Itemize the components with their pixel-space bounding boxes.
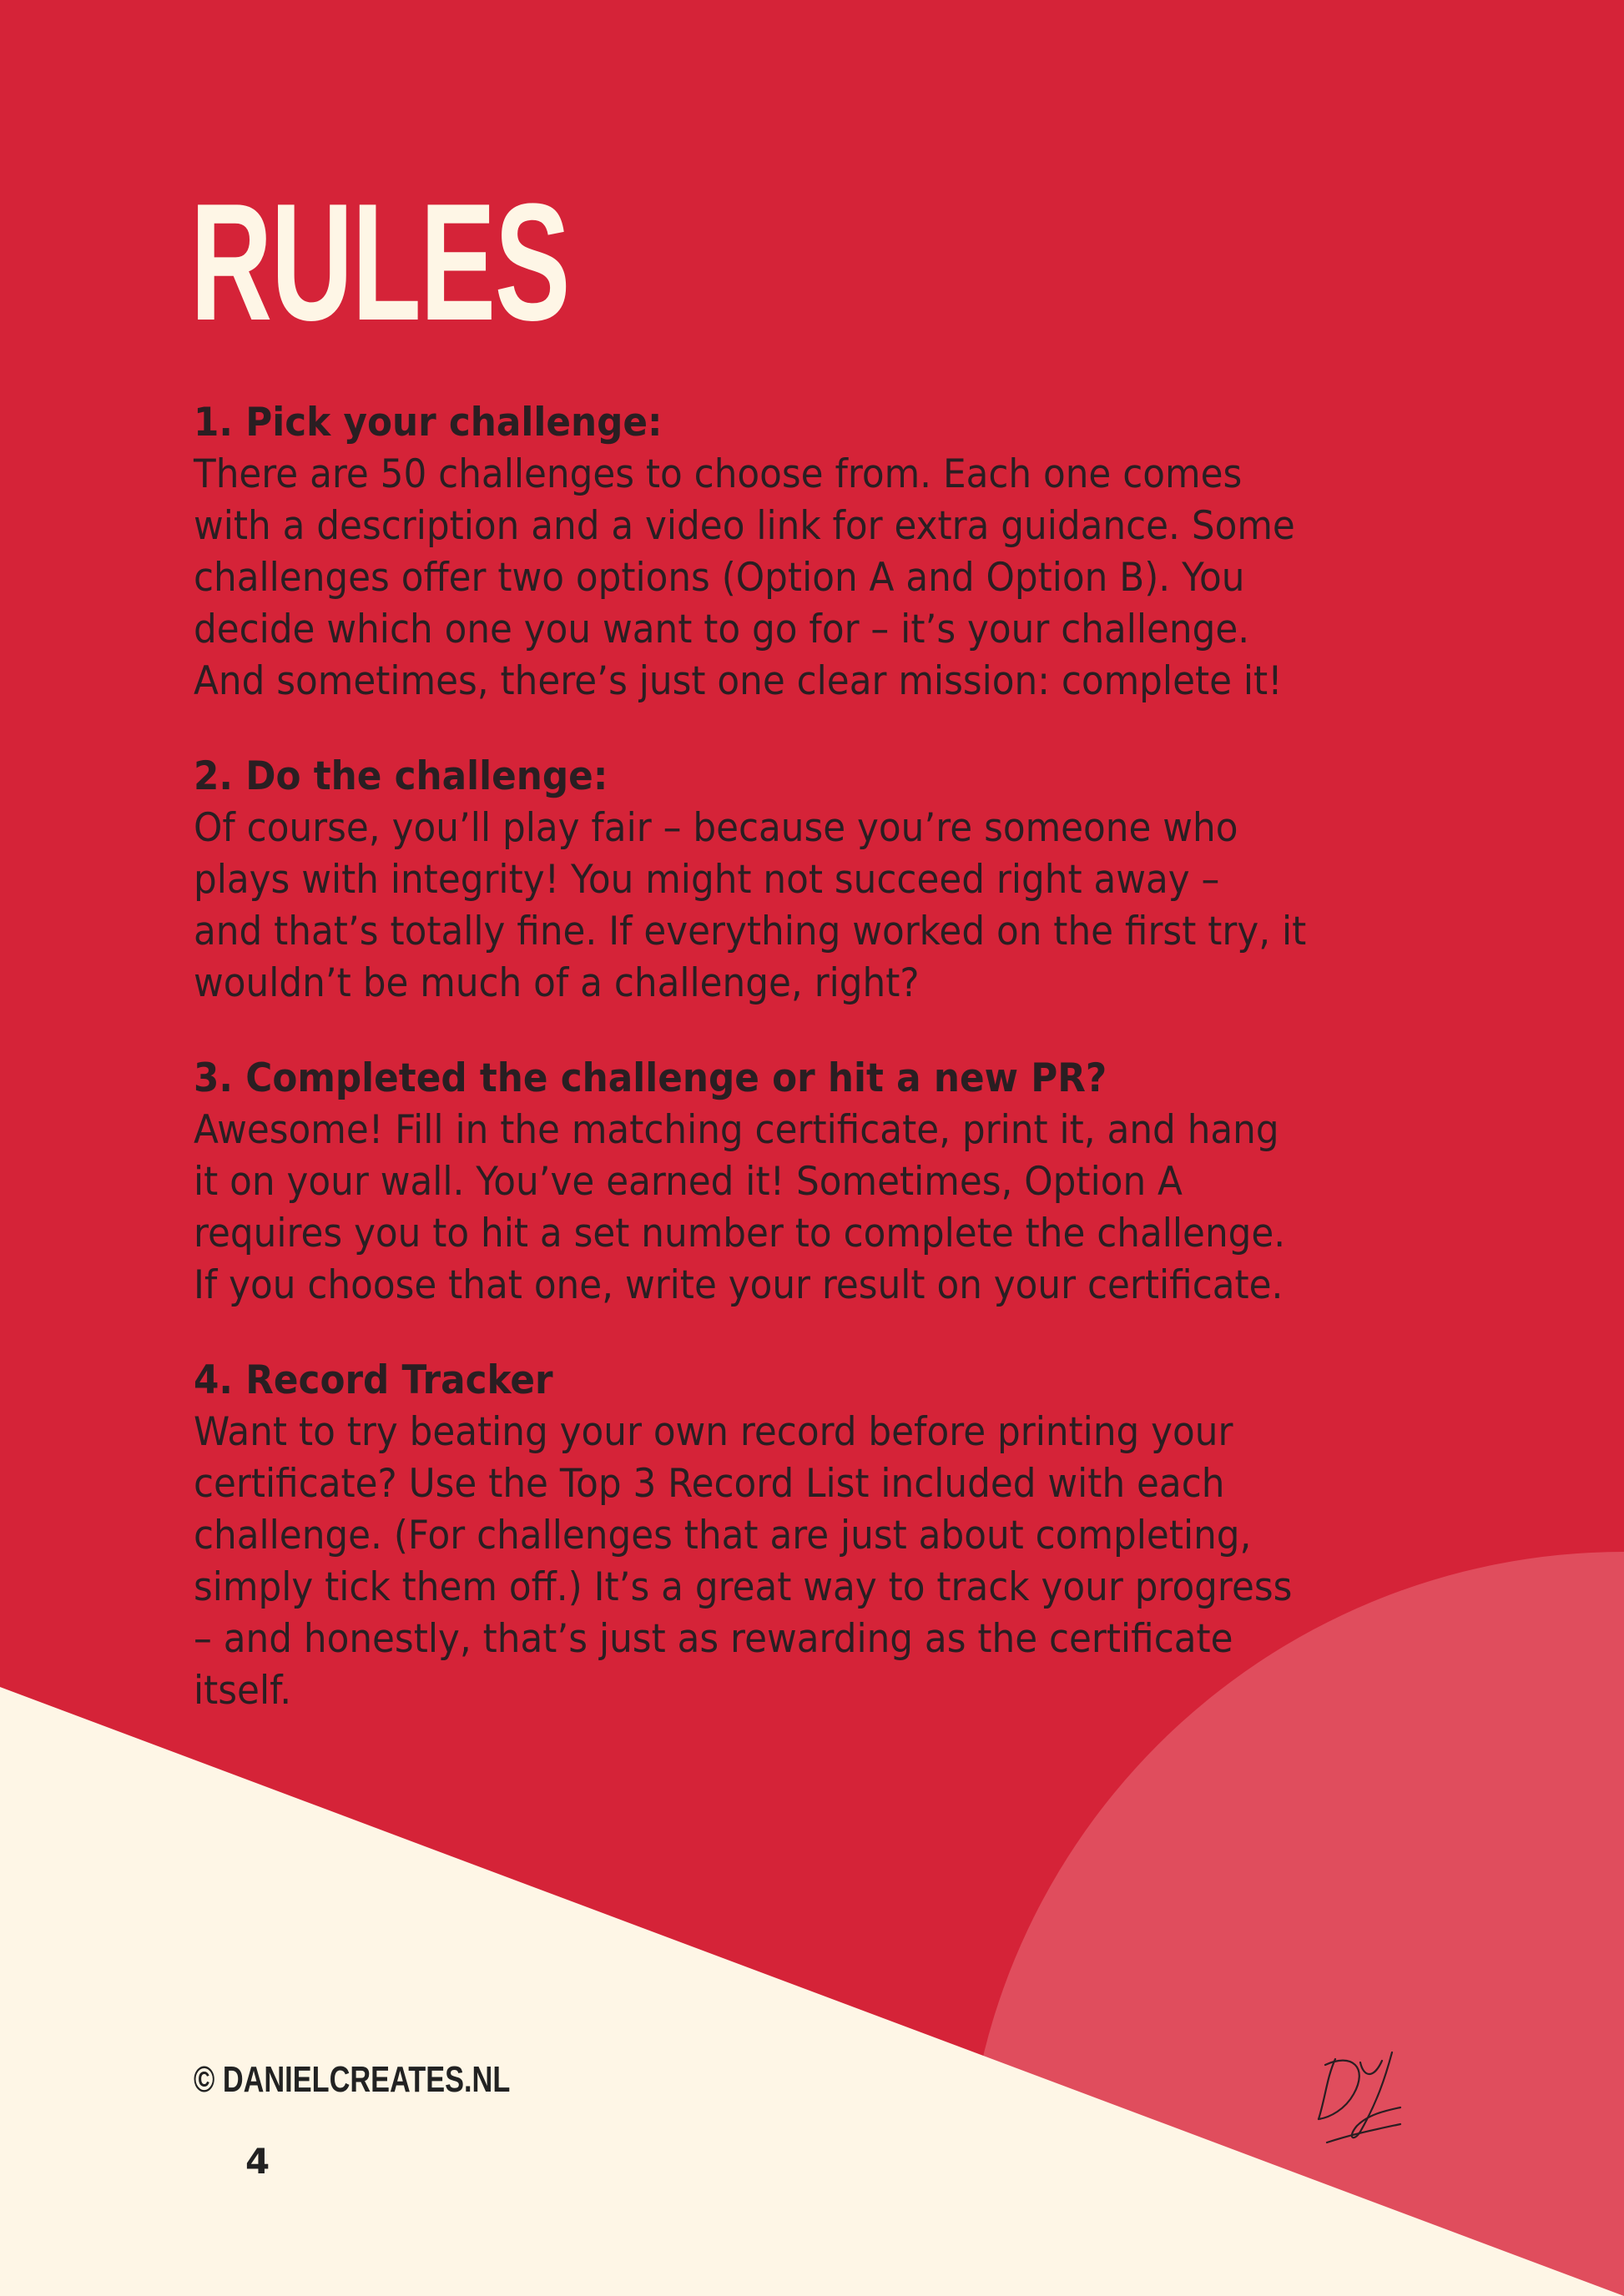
rule-body xyxy=(194,1407,1445,1717)
signature-logo xyxy=(1302,2027,1427,2152)
rule-body-line: simply tick them off.) It’s a great way to track your progress xyxy=(194,1564,1293,1610)
rule-heading: 4. Record Tracker xyxy=(194,1357,553,1403)
rule-body-line: And sometimes, there’s just one clear mission: complete it! xyxy=(194,658,1283,704)
rule-body-line: If you choose that one, write your result on your certificate. xyxy=(194,1262,1284,1308)
rule-body xyxy=(194,803,1445,1010)
rules-list xyxy=(194,397,1445,1760)
rule-heading: 2. Do the challenge: xyxy=(194,753,608,799)
rule-body-line: it on your wall. You’ve earned it! Sometimes, Option A xyxy=(194,1159,1183,1205)
rule-body-line: challenges offer two options (Option A and Option B). You xyxy=(194,555,1245,601)
rule-body-line: with a description and a video link for extra guidance. Some xyxy=(194,503,1295,549)
rule-item-1 xyxy=(194,397,1445,707)
rule-body xyxy=(194,1105,1445,1312)
rule-body-line: and that’s totally fine. If everything worked on the first try, it xyxy=(194,909,1307,954)
copyright-notice: © DANIELCREATES.NL xyxy=(194,2059,511,2100)
rule-heading: 1. Pick your challenge: xyxy=(194,400,663,446)
rule-body-line: itself. xyxy=(194,1668,292,1714)
rule-body-line: Awesome! Fill in the matching certificate, print it, and hang xyxy=(194,1107,1279,1153)
rule-body-line: Of course, you’ll play fair – because you’re someone who xyxy=(194,805,1238,851)
page-title: RULES xyxy=(190,169,570,355)
rule-item-2 xyxy=(194,751,1445,1010)
rule-heading: 3. Completed the challenge or hit a new PR? xyxy=(194,1055,1107,1101)
rule-body-line: – and honestly, that’s just as rewarding as the certificate xyxy=(194,1616,1233,1662)
rule-body-line: plays with integrity! You might not succeed right away – xyxy=(194,857,1220,903)
rule-body-line: decide which one you want to go for – it’s your challenge. xyxy=(194,607,1250,652)
rule-item-3 xyxy=(194,1053,1445,1312)
rule-body-line: challenge. (For challenges that are just about completing, xyxy=(194,1513,1252,1558)
rule-body-line: requires you to hit a set number to complete the challenge. xyxy=(194,1211,1286,1256)
rule-item-4 xyxy=(194,1355,1445,1717)
rule-body-line: There are 50 challenges to choose from. Each one comes xyxy=(194,451,1243,497)
rule-body xyxy=(194,449,1445,707)
rule-body-line: certificate? Use the Top 3 Record List included with each xyxy=(194,1461,1225,1507)
rule-body-line: Want to try beating your own record before printing your xyxy=(194,1409,1233,1455)
page-number: 4 xyxy=(245,2141,270,2182)
rule-body-line: wouldn’t be much of a challenge, right? xyxy=(194,960,920,1006)
